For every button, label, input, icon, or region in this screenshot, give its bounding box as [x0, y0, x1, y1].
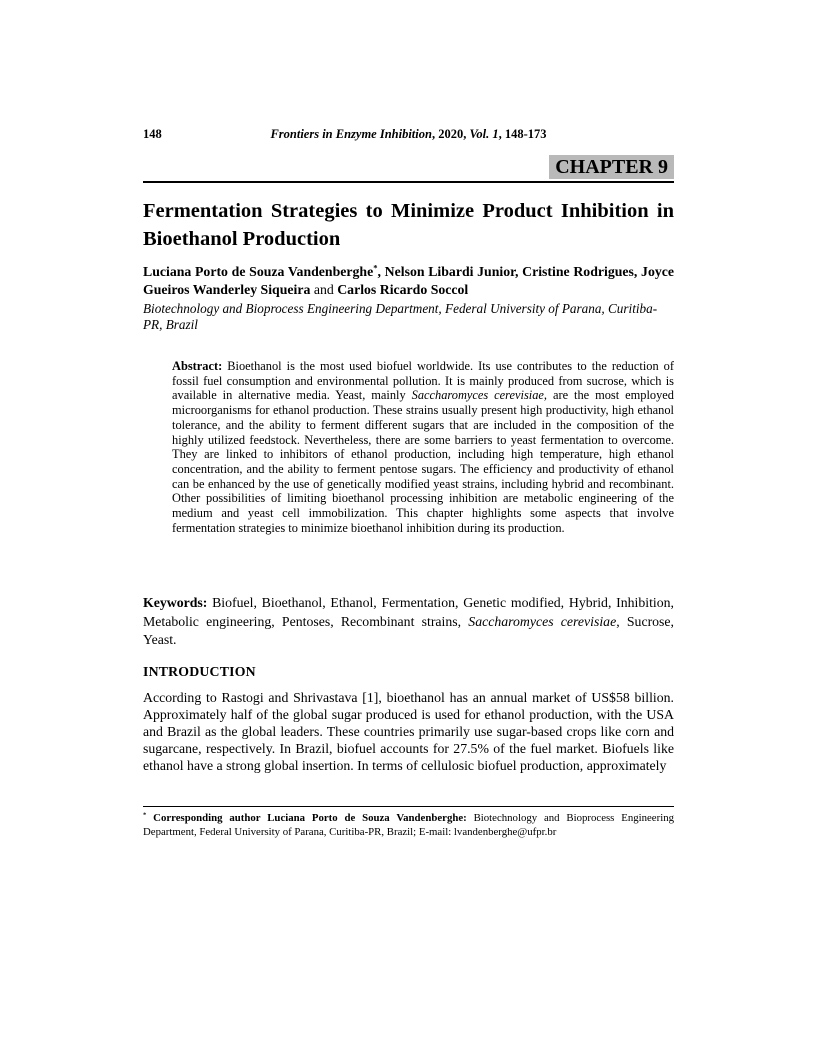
chapter-title: Fermentation Strategies to Minimize Product Inhibition in Bioethanol Production: [143, 200, 674, 250]
journal-citation: Frontiers in Enzyme Inhibition, 2020, Vol. 1, 148-173: [270, 127, 547, 141]
abstract-block: Abstract: Bioethanol is the most used biofuel worldwide. Its use contributes to the reduction of fossil fuel consumption and environmental pollution. It is mainly produced from sucrose, which is available in alternative media. Yeast, mainly Saccharomyces cerevisiae, are the most employed microorganisms for ethanol production. These strains usually present high productivity, high ethanol tolerance, and the ability to ferment different sugars that are included in the composition of the highly utilized feedstock. Nevertheless, there are some barriers to yeast fermentation to overcome. They are linked to inhibitors of ethanol production, including high temperature, high ethanol concentration, and the ability to ferment pentose sugars. The efficiency and productivity of ethanol can be enhanced by the use of genetically modified yeast strains, including hybrid and recombinant. Other possibilities of limiting bioethanol processing inhibition are metabolic engineering of the medium and yeast cell immobilization. This chapter highlights some aspects that involve fermentation strategies to minimize bioethanol inhibition during its production.: [172, 359, 674, 535]
page-number: 148: [143, 127, 162, 141]
section-heading-introduction: INTRODUCTION: [143, 664, 256, 679]
author-list: Luciana Porto de Souza Vandenberghe*, Nelson Libardi Junior, Cristine Rodrigues, Joyce Gueiros Wanderley Siqueira and Carlos Ricardo Soccol: [143, 262, 674, 297]
corresponding-author-footnote: * Corresponding author Luciana Porto de Souza Vandenberghe: Biotechnology and Bioprocess Engineering Department, Federal University of Parana, Curitiba-PR, Brazil; E-mail: lvandenberghe@ufpr.br: [143, 806, 674, 839]
affiliation: Biotechnology and Bioprocess Engineering Department, Federal University of Parana, Curitiba-PR, Brazil: [143, 301, 658, 332]
introduction-paragraph: According to Rastogi and Shrivastava [1], bioethanol has an annual market of US$58 billion. Approximately half of the global sugar produced is used for ethanol production, with the USA and Brazil as the global leaders. These countries primarily use sugar-based crops like corn and sugarcane, respectively. In Brazil, biofuel accounts for 27.5% of the fuel market. Biofuels like ethanol have a strong global insertion. In terms of cellulosic biofuel production, approximately: [143, 690, 674, 773]
chapter-label: CHAPTER 9: [549, 155, 674, 179]
chapter-banner: [143, 155, 674, 183]
running-header: [143, 127, 674, 143]
keywords-block: Keywords: Biofuel, Bioethanol, Ethanol, Fermentation, Genetic modified, Hybrid, Inhibition, Metabolic engineering, Pentoses, Recombinant strains, Saccharomyces cerevisiae, Sucrose, Yeast.: [143, 595, 674, 648]
page-content: [143, 127, 674, 1007]
